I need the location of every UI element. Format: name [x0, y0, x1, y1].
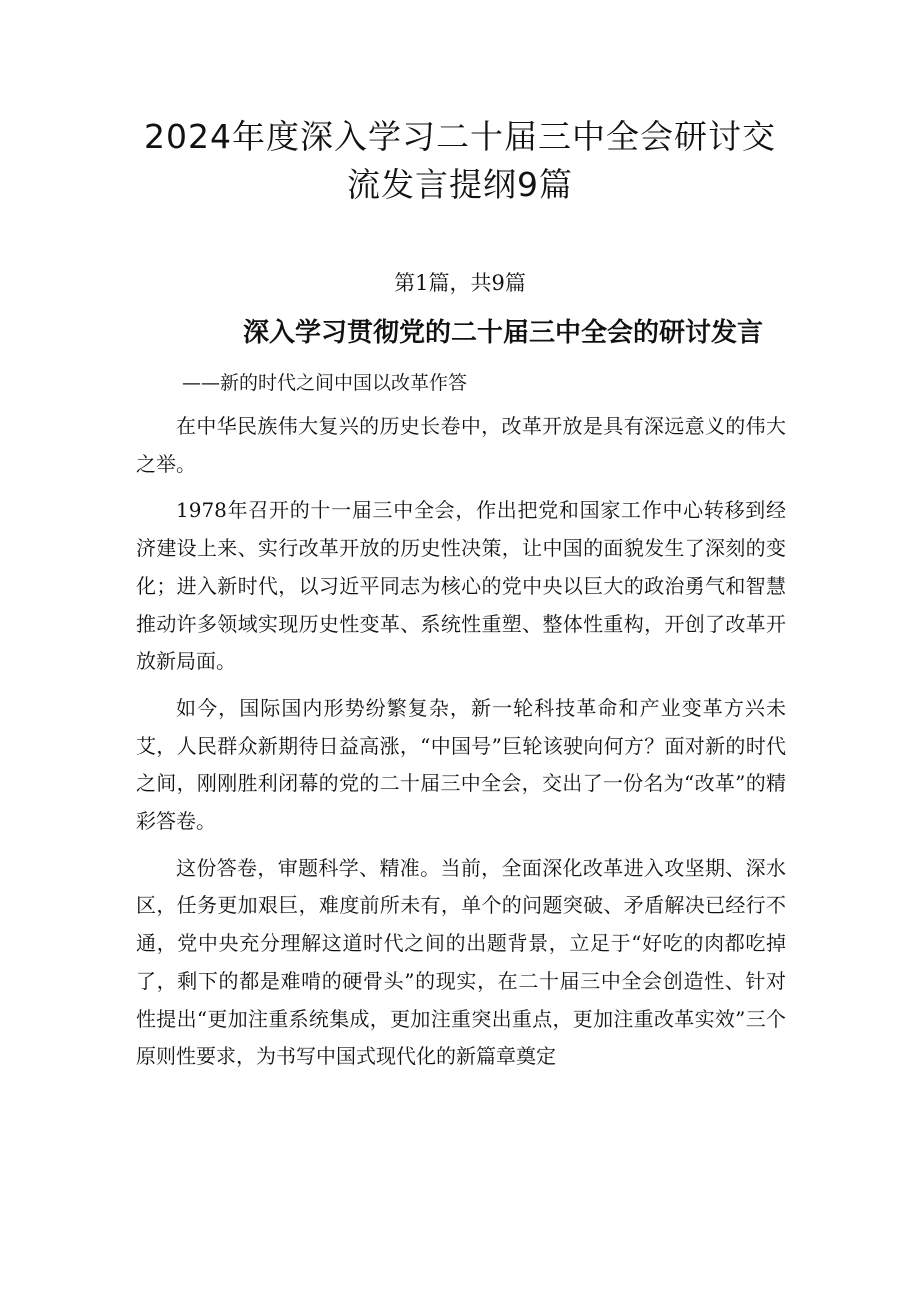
paragraph: 这份答卷，审题科学、精准。当前，全面深化改革进入攻坚期、深水区，任务更加艰巨，难度前所未有，单个的问题突破、矛盾解决已经行不通，党中央充分理解这道时代之间的出题背景，立足于“好吃的肉都吃掉了，剩下的都是难啃的硬骨头”的现实，在二十届三中全会创造性、针对性提出“更加注重系统集成，更加注重突出重点，更加注重改革实效”三个原则性要求，为书写中国式现代化的新篇章奠定	[136, 855, 786, 1069]
paragraph: 在中华民族伟大复兴的历史长卷中，改革开放是具有深远意义的伟大之举。	[136, 414, 786, 476]
paragraph: 如今，国际国内形势纷繁复杂，新一轮科技革命和产业变革方兴未艾，人民群众新期待日益高涨，“中国号”巨轮该驶向何方？面对新的时代之间，刚刚胜利闭幕的党的二十届三中全会，交出了一份名为“改革”的精彩答卷。	[136, 695, 786, 834]
body-text	[136, 408, 786, 1085]
part-label: 第1篇，共9篇	[394, 271, 526, 295]
document-title	[0, 113, 920, 209]
document-title-line-1: 2024年度深入学习二十届三中全会研讨交	[144, 117, 776, 156]
speech-subtitle: ——新的时代之间中国以改革作答	[182, 372, 468, 394]
document-title-line-2: 流发言提纲9篇	[347, 165, 573, 204]
speech-title: 深入学习贯彻党的二十届三中全会的研讨发言	[243, 318, 764, 348]
paragraph: 1978年召开的十一届三中全会，作出把党和国家工作中心转移到经济建设上来、实行改革开放的历史性决策，让中国的面貌发生了深刻的变化；进入新时代，以习近平同志为核心的党中央以巨大的政治勇气和智慧推动许多领域实现历史性变革、系统性重塑、整体性重构，开创了改革开放新局面。	[136, 498, 786, 674]
